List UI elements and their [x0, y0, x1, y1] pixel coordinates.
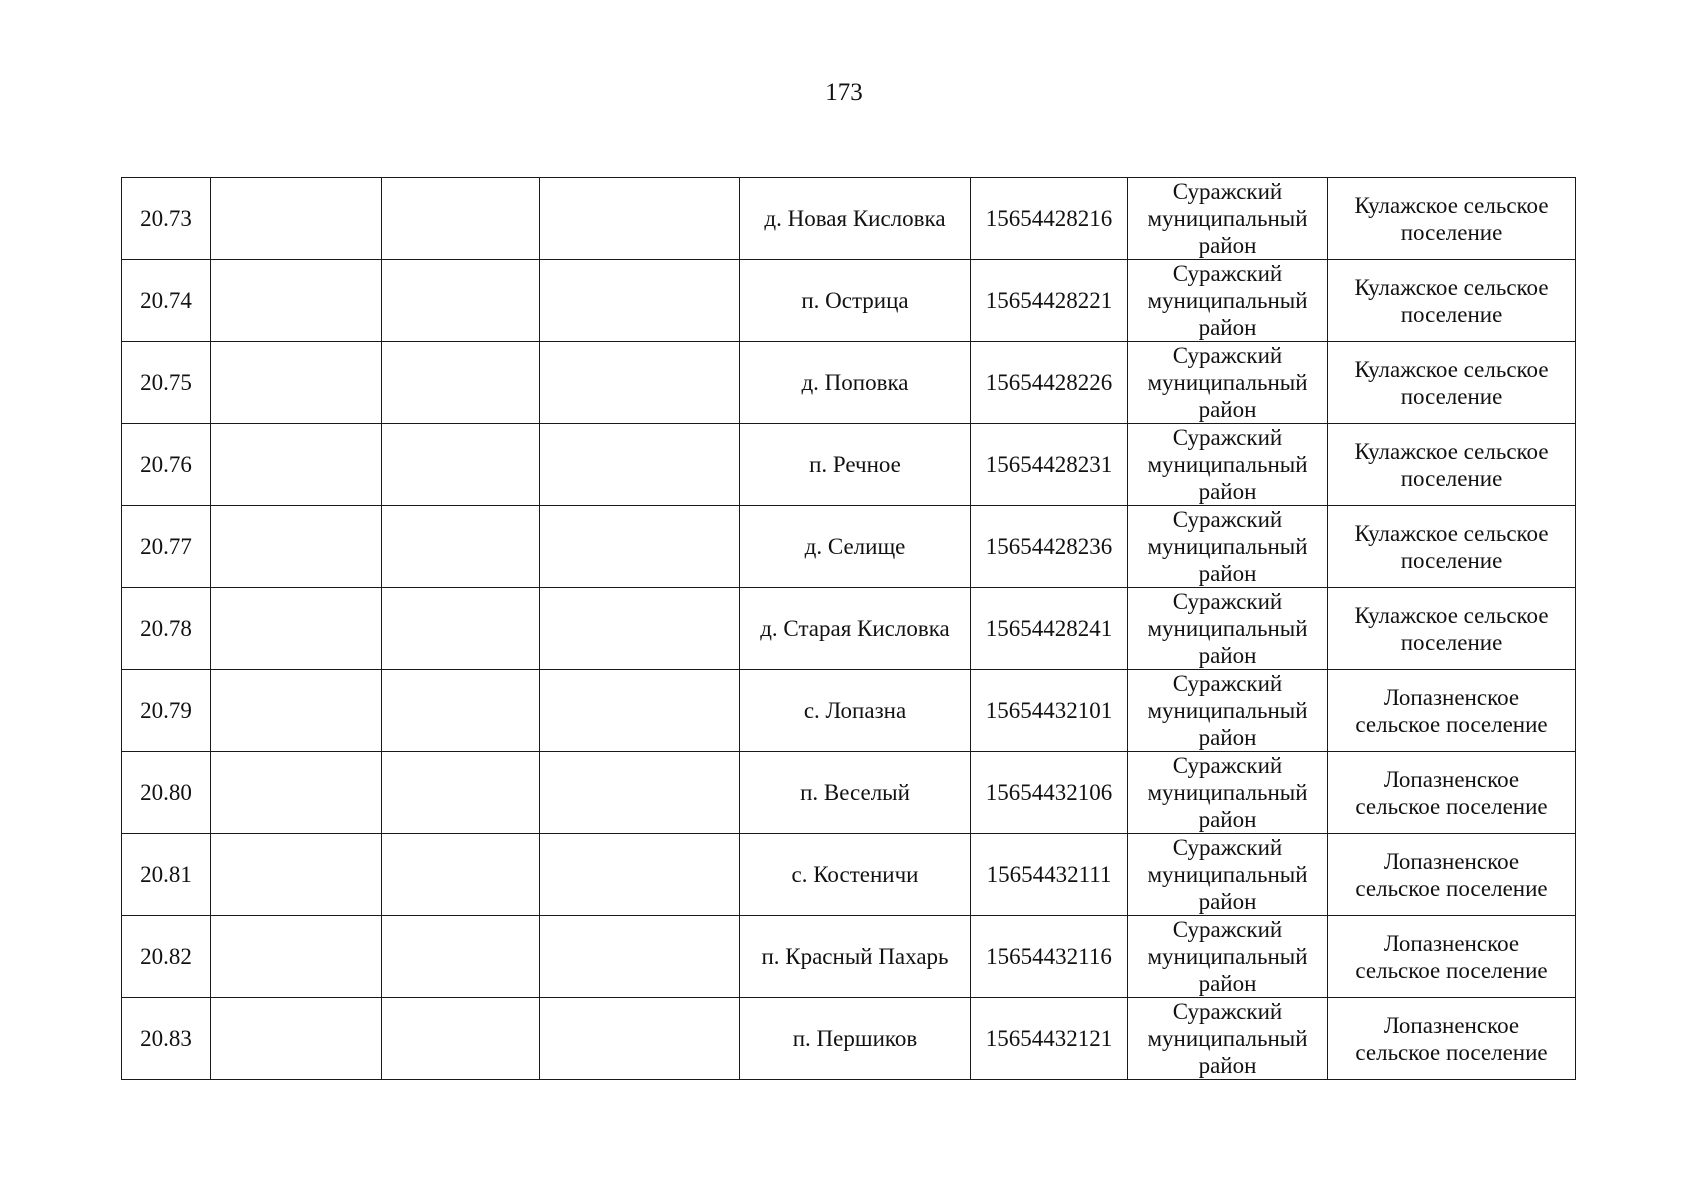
settlement-line: поселение: [1400, 547, 1503, 573]
empty-cell: [540, 178, 740, 260]
empty-cell: [211, 588, 382, 670]
district-cell: [1128, 424, 1328, 506]
empty-cell: [540, 342, 740, 424]
settlement-line: Лопазненское: [1383, 848, 1520, 874]
empty-cell: [540, 752, 740, 834]
district-line: район: [1198, 725, 1257, 750]
settlement-cell: [1328, 178, 1576, 260]
table-row: [122, 424, 1576, 506]
oktmo-code-cell: 15654432101: [971, 670, 1128, 752]
locality-cell: с. Костеничи: [740, 834, 971, 916]
table-row: [122, 506, 1576, 588]
empty-cell: [211, 752, 382, 834]
district-line: Суражский: [1172, 507, 1283, 532]
table-row: [122, 834, 1576, 916]
locality-cell: п. Веселый: [740, 752, 971, 834]
settlement-line: поселение: [1400, 383, 1503, 409]
district-line: муниципальный: [1147, 370, 1308, 395]
settlement-line: Лопазненское: [1383, 684, 1520, 710]
table-row: [122, 260, 1576, 342]
locality-cell: п. Речное: [740, 424, 971, 506]
district-cell: [1128, 916, 1328, 998]
district-line: район: [1198, 315, 1257, 340]
district-line: Суражский: [1172, 261, 1283, 286]
oktmo-code-cell: 15654428241: [971, 588, 1128, 670]
settlement-cell: [1328, 588, 1576, 670]
empty-cell: [211, 998, 382, 1080]
settlement-line: поселение: [1400, 629, 1503, 655]
locality-cell: д. Селище: [740, 506, 971, 588]
locality-cell: д. Старая Кисловка: [740, 588, 971, 670]
row-number-cell: 20.83: [122, 998, 211, 1080]
empty-cell: [382, 588, 540, 670]
district-line: район: [1198, 233, 1257, 258]
district-line: Суражский: [1172, 999, 1283, 1024]
table-row: [122, 916, 1576, 998]
settlement-cell: [1328, 342, 1576, 424]
district-cell: [1128, 588, 1328, 670]
row-number-cell: 20.81: [122, 834, 211, 916]
settlement-line: сельское поселение: [1355, 875, 1548, 901]
settlement-line: Лопазненское: [1383, 766, 1520, 792]
district-line: район: [1198, 971, 1257, 996]
district-cell: [1128, 998, 1328, 1080]
empty-cell: [540, 260, 740, 342]
settlement-cell: [1328, 424, 1576, 506]
row-number-cell: 20.75: [122, 342, 211, 424]
oktmo-code-cell: 15654428216: [971, 178, 1128, 260]
oktmo-code-cell: 15654428226: [971, 342, 1128, 424]
empty-cell: [540, 670, 740, 752]
oktmo-code-cell: 15654432116: [971, 916, 1128, 998]
empty-cell: [211, 260, 382, 342]
empty-cell: [382, 342, 540, 424]
settlement-line: Кулажское сельское: [1354, 356, 1549, 382]
row-number-cell: 20.78: [122, 588, 211, 670]
page-number: 173: [825, 79, 863, 106]
district-line: Суражский: [1172, 917, 1283, 942]
locality-cell: д. Новая Кисловка: [740, 178, 971, 260]
empty-cell: [540, 834, 740, 916]
district-line: Суражский: [1172, 835, 1283, 860]
settlement-cell: [1328, 506, 1576, 588]
oktmo-code-cell: 15654432121: [971, 998, 1128, 1080]
settlement-line: сельское поселение: [1355, 957, 1548, 983]
district-line: район: [1198, 1053, 1257, 1078]
district-line: Суражский: [1172, 671, 1283, 696]
row-number-cell: 20.82: [122, 916, 211, 998]
settlement-line: Лопазненское: [1383, 930, 1520, 956]
settlement-cell: [1328, 834, 1576, 916]
district-line: Суражский: [1172, 589, 1283, 614]
empty-cell: [382, 506, 540, 588]
settlement-line: поселение: [1400, 219, 1503, 245]
settlement-cell: [1328, 670, 1576, 752]
oktmo-code-cell: 15654428231: [971, 424, 1128, 506]
empty-cell: [540, 424, 740, 506]
empty-cell: [211, 506, 382, 588]
empty-cell: [211, 916, 382, 998]
empty-cell: [382, 998, 540, 1080]
empty-cell: [211, 834, 382, 916]
empty-cell: [540, 506, 740, 588]
oktmo-code-cell: 15654432106: [971, 752, 1128, 834]
district-line: район: [1198, 397, 1257, 422]
district-cell: [1128, 752, 1328, 834]
district-line: район: [1198, 807, 1257, 832]
locality-cell: с. Лопазна: [740, 670, 971, 752]
empty-cell: [540, 998, 740, 1080]
district-line: район: [1198, 561, 1257, 586]
district-line: Суражский: [1172, 343, 1283, 368]
locality-cell: д. Поповка: [740, 342, 971, 424]
district-line: Суражский: [1172, 425, 1283, 450]
district-line: муниципальный: [1147, 944, 1308, 969]
district-line: Суражский: [1172, 179, 1283, 204]
settlement-line: сельское поселение: [1355, 793, 1548, 819]
empty-cell: [540, 588, 740, 670]
district-line: муниципальный: [1147, 780, 1308, 805]
settlement-cell: [1328, 752, 1576, 834]
table-body: [122, 178, 1576, 1080]
district-cell: [1128, 178, 1328, 260]
settlement-cell: [1328, 998, 1576, 1080]
row-number-cell: 20.77: [122, 506, 211, 588]
table-row: [122, 998, 1576, 1080]
oktmo-code-cell: 15654428221: [971, 260, 1128, 342]
settlement-line: Кулажское сельское: [1354, 520, 1549, 546]
empty-cell: [382, 424, 540, 506]
settlement-cell: [1328, 260, 1576, 342]
district-cell: [1128, 260, 1328, 342]
empty-cell: [540, 916, 740, 998]
row-number-cell: 20.73: [122, 178, 211, 260]
empty-cell: [382, 670, 540, 752]
row-number-cell: 20.76: [122, 424, 211, 506]
table-row: [122, 752, 1576, 834]
empty-cell: [211, 178, 382, 260]
table-row: [122, 342, 1576, 424]
empty-cell: [211, 342, 382, 424]
district-cell: [1128, 834, 1328, 916]
empty-cell: [211, 670, 382, 752]
table-row: [122, 670, 1576, 752]
registry-table: [121, 177, 1576, 1080]
district-cell: [1128, 506, 1328, 588]
district-line: муниципальный: [1147, 616, 1308, 641]
row-number-cell: 20.74: [122, 260, 211, 342]
locality-cell: п. Острица: [740, 260, 971, 342]
district-line: муниципальный: [1147, 698, 1308, 723]
settlement-line: Кулажское сельское: [1354, 192, 1549, 218]
settlement-line: поселение: [1400, 465, 1503, 491]
settlement-line: сельское поселение: [1355, 1039, 1548, 1065]
settlement-line: Кулажское сельское: [1354, 438, 1549, 464]
district-line: муниципальный: [1147, 452, 1308, 477]
row-number-cell: 20.79: [122, 670, 211, 752]
empty-cell: [382, 178, 540, 260]
district-line: муниципальный: [1147, 1026, 1308, 1051]
settlement-line: Кулажское сельское: [1354, 274, 1549, 300]
district-cell: [1128, 342, 1328, 424]
settlement-cell: [1328, 916, 1576, 998]
district-line: муниципальный: [1147, 534, 1308, 559]
district-line: район: [1198, 479, 1257, 504]
locality-cell: п. Першиков: [740, 998, 971, 1080]
empty-cell: [211, 424, 382, 506]
row-number-cell: 20.80: [122, 752, 211, 834]
district-line: район: [1198, 643, 1257, 668]
table-row: [122, 588, 1576, 670]
oktmo-code-cell: 15654428236: [971, 506, 1128, 588]
district-line: муниципальный: [1147, 862, 1308, 887]
table-row: [122, 178, 1576, 260]
empty-cell: [382, 834, 540, 916]
settlement-line: сельское поселение: [1355, 711, 1548, 737]
empty-cell: [382, 916, 540, 998]
district-cell: [1128, 670, 1328, 752]
district-line: район: [1198, 889, 1257, 914]
settlement-line: Лопазненское: [1383, 1012, 1520, 1038]
empty-cell: [382, 752, 540, 834]
district-line: муниципальный: [1147, 288, 1308, 313]
oktmo-code-cell: 15654432111: [971, 834, 1128, 916]
locality-cell: п. Красный Пахарь: [740, 916, 971, 998]
settlement-line: поселение: [1400, 301, 1503, 327]
district-line: муниципальный: [1147, 206, 1308, 231]
district-line: Суражский: [1172, 753, 1283, 778]
settlement-line: Кулажское сельское: [1354, 602, 1549, 628]
empty-cell: [382, 260, 540, 342]
